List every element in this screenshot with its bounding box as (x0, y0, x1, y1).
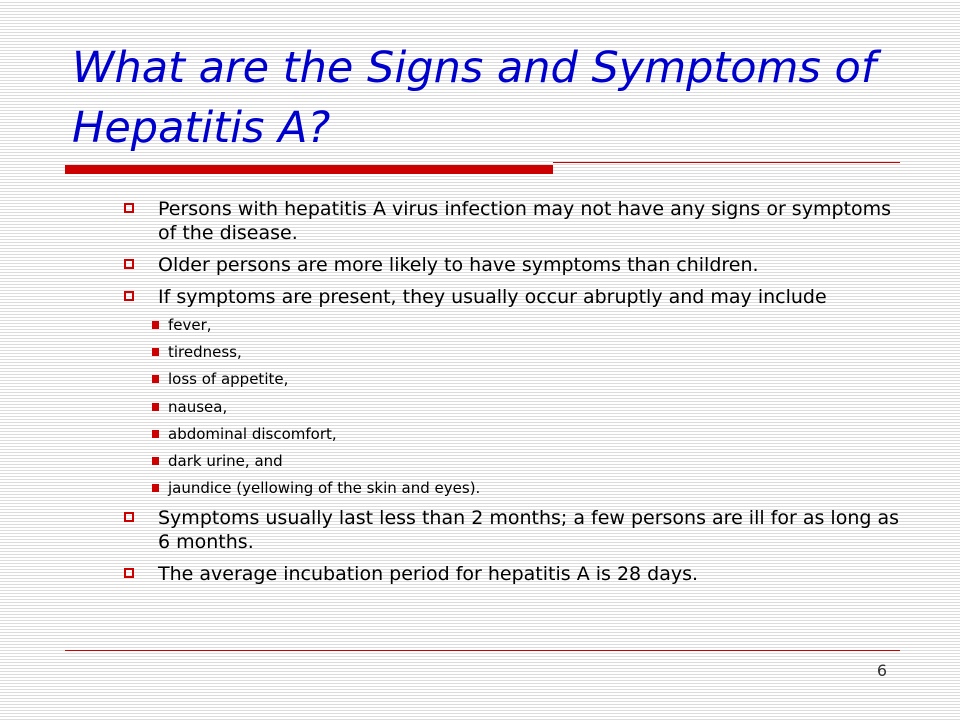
bullet-text: Symptoms usually last less than 2 months; a few persons are ill for as long as 6 months. (158, 507, 900, 554)
bullet-item (120, 285, 900, 498)
bullet-text: If symptoms are present, they usually occur abruptly and may include (158, 286, 827, 308)
filled-square-bullet-icon (152, 430, 159, 438)
bullet-item (120, 506, 900, 554)
bullet-list (120, 197, 900, 594)
page-number: 6 (876, 661, 887, 680)
filled-square-bullet-icon (152, 321, 159, 329)
symptom-item (148, 398, 890, 417)
symptom-text: jaundice (yellowing of the skin and eyes). (168, 479, 481, 498)
symptom-text: tiredness, (168, 343, 242, 362)
symptom-item (148, 452, 890, 471)
bullet-item (120, 253, 900, 277)
hollow-square-bullet-icon (124, 568, 134, 578)
bullet-item (120, 562, 900, 586)
bullet-item (120, 197, 900, 245)
bullet-text: Older persons are more likely to have symptoms than children. (158, 254, 759, 276)
symptom-item (148, 479, 890, 498)
bullet-text: The average incubation period for hepatitis A is 28 days. (158, 563, 699, 586)
symptom-item (148, 316, 890, 335)
symptom-text: nausea, (168, 397, 228, 416)
hollow-square-bullet-icon (124, 203, 134, 213)
bullet-text: Persons with hepatitis A virus infection may not have any signs or symptoms of the disease. (158, 198, 892, 244)
title-underline-thick (65, 165, 553, 174)
symptom-item (148, 343, 890, 362)
title-underline-thin (553, 162, 900, 163)
symptom-item (148, 370, 890, 389)
symptom-list (158, 316, 900, 498)
symptom-text: abdominal discomfort, (168, 424, 337, 443)
filled-square-bullet-icon (152, 348, 159, 356)
filled-square-bullet-icon (152, 403, 159, 411)
hollow-square-bullet-icon (124, 291, 134, 301)
slide-title: What are the Signs and Symptoms of Hepatitis A? (72, 43, 876, 153)
symptom-item (148, 425, 890, 444)
hollow-square-bullet-icon (124, 512, 134, 522)
symptom-text: fever, (168, 316, 212, 334)
footer-divider (65, 650, 900, 651)
filled-square-bullet-icon (152, 375, 159, 383)
symptom-text: loss of appetite, (168, 370, 289, 389)
filled-square-bullet-icon (152, 484, 159, 492)
hollow-square-bullet-icon (124, 259, 134, 269)
symptom-text: dark urine, and (168, 451, 283, 470)
filled-square-bullet-icon (152, 457, 159, 465)
